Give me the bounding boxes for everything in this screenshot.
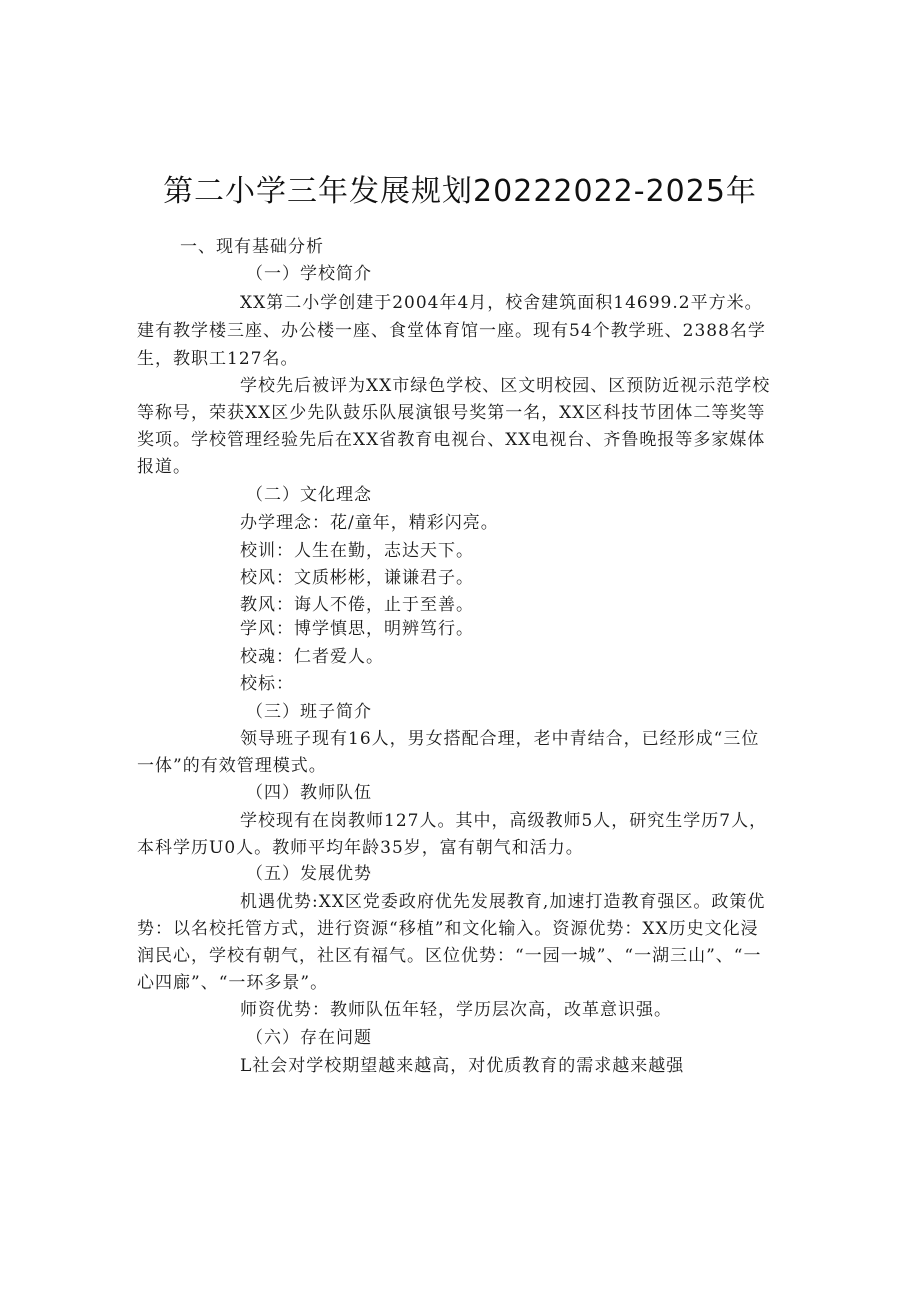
subsection-heading-4: （四）教师队伍 [246, 783, 372, 803]
subsection-heading-3: （三）班子简介 [246, 702, 372, 722]
paragraph-line: 一体”的有效管理模式。 [137, 756, 327, 776]
culture-item: 办学理念：花/童年，精彩闪亮。 [240, 513, 499, 533]
paragraph-line: 心四廊”、“一环多景”。 [137, 973, 329, 993]
paragraph-line: 报道。 [137, 457, 191, 477]
paragraph-line: 领导班子现有16人，男女搭配合理，老中青结合，已经形成“三位 [240, 729, 760, 749]
culture-item: 校魂：仁者爱人。 [240, 647, 384, 667]
paragraph-line: XX第二小学创建于2004年4月，校舍建筑面积14699.2平方米。 [240, 293, 763, 313]
subsection-heading-5: （五）发展优势 [246, 864, 372, 884]
culture-item: 校风：文质彬彬，谦谦君子。 [240, 568, 474, 588]
culture-item: 校标： [240, 674, 294, 694]
culture-item: 学风：博学慎思，明辨笃行。 [240, 619, 474, 639]
paragraph-line: 建有教学楼三座、办公楼一座、食堂体育馆一座。现有54个教学班、2388名学 [137, 321, 766, 341]
paragraph-line: L社会对学校期望越来越高，对优质教育的需求越来越强 [240, 1056, 685, 1076]
paragraph-line: 师资优势：教师队伍年轻，学历层次高，改革意识强。 [240, 1000, 672, 1020]
paragraph-line: 本科学历U0人。教师平均年龄35岁，富有朝气和活力。 [137, 838, 584, 858]
document-title: 第二小学三年发展规划20222022-2025年 [163, 174, 757, 209]
section-heading-1: 一、现有基础分析 [180, 237, 324, 257]
paragraph-line: 机遇优势:XX区党委政府优先发展教育,加速打造教育强区。政策优 [240, 892, 766, 912]
paragraph-line: 润民心，学校有朝气，社区有福气。区位优势：“一园一城”、“一湖三山”、“一 [137, 946, 762, 966]
paragraph-line: 学校现有在岗教师127人。其中，高级教师5人，研究生学历7人， [240, 811, 768, 831]
paragraph-line: 生，教职工127名。 [137, 349, 299, 369]
culture-item: 教风：诲人不倦，止于至善。 [240, 595, 474, 615]
paragraph-line: 等称号，荣获XX区少先队鼓乐队展演银号奖第一名，XX区科技节团体二等奖等 [137, 403, 766, 423]
paragraph-line: 势：以名校托管方式，进行资源“移植”和文化输入。资源优势：XX历史文化浸 [137, 919, 759, 939]
paragraph-line: 学校先后被评为XX市绿色学校、区文明校园、区预防近视示范学校 [240, 376, 771, 396]
subsection-heading-1: （一）学校简介 [246, 264, 372, 284]
subsection-heading-6: （六）存在问题 [246, 1028, 372, 1048]
subsection-heading-2: （二）文化理念 [246, 485, 372, 505]
culture-item: 校训：人生在勤，志达天下。 [240, 541, 474, 561]
paragraph-line: 奖项。学校管理经验先后在XX省教育电视台、XX电视台、齐鲁晚报等多家媒体 [137, 430, 766, 450]
